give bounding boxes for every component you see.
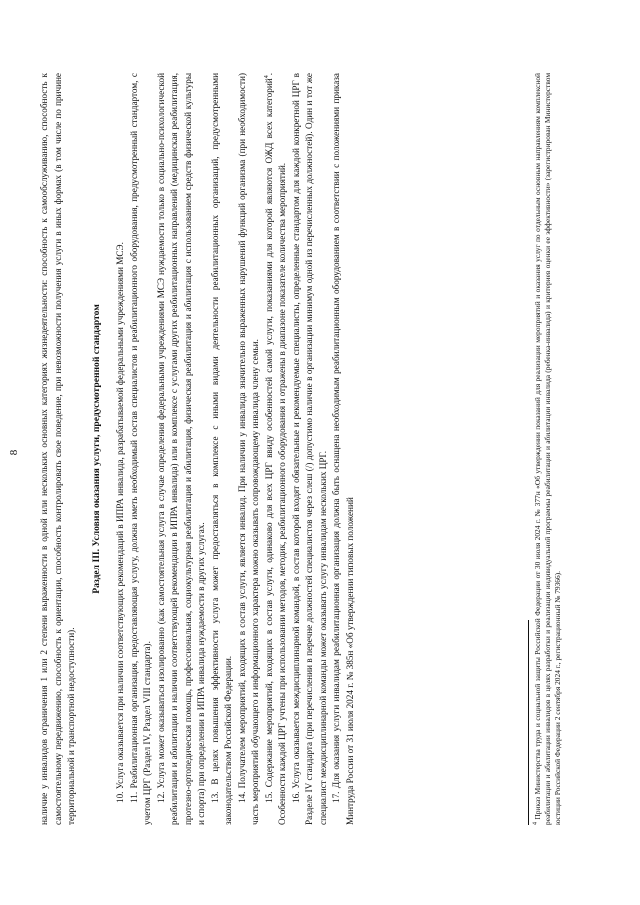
page-number: 8 [8,449,20,456]
footnote-divider [528,620,529,825]
footnote-text: Приказ Министерства труда и социальной защиты Российской Федерации от 30 июля 2024 г. № 377н «Об утверждении показаний для реализации мероприятий и оказания услуг по отдельным основным направлениям комплексной реабилитации и абилитации инвалидов в целях разработки и реализации индивидуальной программы реабилитации и абилитации инвалида (ребенка-инвалида) и критериев оценки ее эффективности» (зарегистрирован Министерством юстиции Российской Федерации 2 сентября 2024 г., регистрационный № 79366). [533,73,562,825]
paragraph-12: 12. Услуга может оказываться изолированно (как самостоятельная услуга в случае определения федеральными учреждениями МСЭ нуждаемости только в социально-психологической реабилитации и абилитации и наличии соответствующей рекомендации в ИПРА инвалида) или в комплексе с услугами других реабилитационных направлений (медицинская реабилитация, протезно-ортопедическая помощь, профессиональная, социокультурная реабилитация и абилитация, физическая реабилитация и абилитация с использованием средств физической культуры и спорта) при определении в ИПРА инвалида нуждаемости в других услугах. [155,73,206,825]
paragraph-14: 14. Получателем мероприятий, входящих в состав услуги, является инвалид. При наличии у инвалида значительно выраженных нарушений функций организма (при необходимости) часть мероприятий обучающего и информационного характера можно оказывать сопровождающему инвалида члену семьи. [236,73,260,825]
document-body [38,73,357,825]
paragraph-continued: наличие у инвалидов ограничения 1 или 2 степени выраженности в одной или нескольких основных категориях жизнедеятельности: способность к самообслуживанию, способность к самостоятельному передвижению, способность к ориентации, способность контролировать свое поведение, при невозможности получения услуги в иных формах (в том числе по причине территориальной и транспортной недоступности). [39,73,76,825]
paragraph-10: 10. Услуга оказывается при наличии соответствующих рекомендаций в ИПРА инвалида, разрабатываемой федеральными учреждениями МСЭ. [115,242,125,803]
paragraph-15-tail: . Особенности каждой ЦРГ учтены при использовании методов, методик, реабилитационного оборудования и отражены в диапазоне показателе количества мероприятий. [263,73,287,825]
footnote-reference[interactable]: 4 [263,75,270,79]
footnote [533,73,563,825]
paragraph-16: 16. Услуга оказывается междисциплинарной командой, в состав которой входят обязательные и рекомендуемые специалисты, определенные стандартом для каждой конкретной ЦРГ в Разделе IV стандарта (при перечислении в перечне должностей специалистов через слеш (/) допустимо наличие в организации минимум одной из перечисленных должностей). Один и тот же специалист междисциплинарной команды может оказывать услугу инвалидам нескольких ЦРГ. [290,73,328,825]
paragraph-11: 11. Реабилитационная организация, предоставляющая услугу, должна иметь необходимый состав специалистов и реабилитационного оборудования, предусмотренный стандартом, с учетом ЦРГ (Раздел IV, Раздел VIII стандарта). [128,73,152,825]
paragraph-17: 17. Для оказания услуги инвалидам реабилитационная организация должна быть оснащена необходимым реабилитационным оборудованием в соответствии с положениями приказа Минтруда России от 31 июля 2024 г. № 385н «Об утверждении типовых положений [331,73,355,825]
paragraph-15 [263,73,290,825]
footnote-mark: 4 [532,822,539,825]
paragraph-13: 13. В целях повышения эффективности услуга может предоставляться в комплексе с иными видами деятельности реабилитационных организаций, предусмотренными законодательством Российской Федерации. [209,73,233,825]
paragraph-15-text: 15. Содержание мероприятий, входящих в состав услуги, одинаково для всех ЦРГ ввиду особенностей самой услуги, показаниями для которой являются ОЖД всех категорий [263,78,274,803]
section-heading: Раздел III. Условия оказания услуги, предусмотренной стандартом [90,304,102,594]
